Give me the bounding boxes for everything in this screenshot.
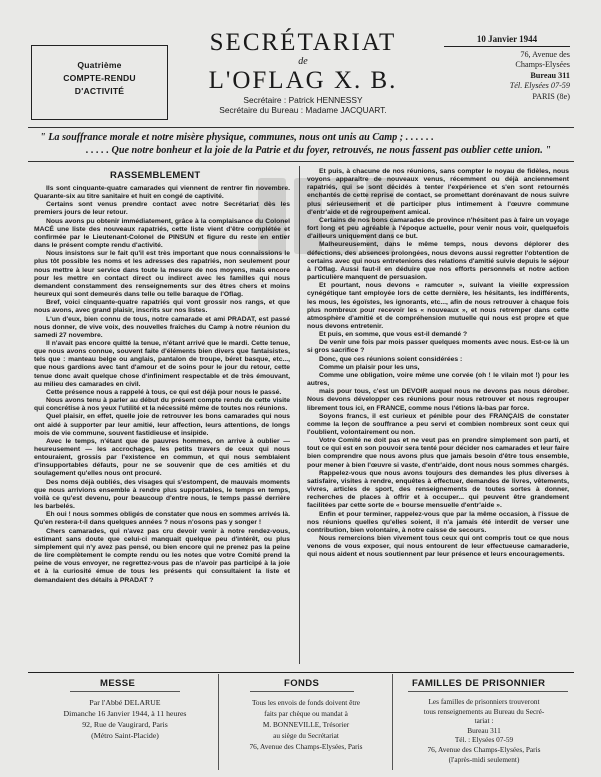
paragraph: Eh oui ! nous sommes obligés de constater que nous en sommes arrivés là. Qu'en restera-t-il dans quelques années ? nous n'osons pas y songer ! [34, 511, 290, 527]
footer-divider [28, 672, 574, 673]
paragraph: Nous insistons sur le fait qu'il est très important que nous connaissions le plus tôt possible les noms et les adresses des rapatriés, non seulement pour nous mettre à leur service dans toute la mesure de nos moyens, mais encore pour les mettre en contact direct ou indirect avec les familles qui nous demandent constamment des renseignements sur des êtres chers et moins heureux qui sont demeurés dans telle ou telle baraque de l'Oflag. [34, 250, 290, 299]
paragraph: Quel plaisir, en effet, quelle joie de retrouver les bons camarades qui nous ont aidé à supporter par leur amitié, leur affection, leurs attentions, de longs mois de vie commune, souvent fastidieuse et insipide. [34, 413, 290, 437]
fonds-title-rule [250, 691, 354, 692]
messe-box [34, 697, 216, 741]
fonds-box [222, 697, 390, 752]
paragraph: Avec le temps, n'étant que de pauvres hommes, on arrive à oublier — heureusement — les accrochages, les petits travers de ceux qui nous entouraient, grossis par l'existence en commun, et qui nous semblaient d'insupportables défauts, pour ne se souvenir que de ces amitiés et du soulagement qu'elles nous ont procuré. [34, 437, 290, 478]
address-line: Bureau 311 [530, 70, 570, 80]
motto-line-1: " La souffrance morale et notre misère physique, communes, nous ont unis au Camp ; . . . . . . [40, 132, 434, 143]
left-column [34, 185, 290, 585]
fonds-title: FONDS [284, 678, 320, 689]
paragraph: Et pourtant, nous devons « ramcuter », suivant la vieille expression cynégétique tant employée lors de cette dernière, les hésitants, les indifférents, les mous, les égoïstes, les ignorants, etc..., afin de nous retrouver à chaque fois plus nombreux pour recevoir les « nouveaux », et nous retremper dans cette atmosphère d'amitié et de compréhension mutuelle qui nous est propre et que nous devons entretenir. [307, 282, 569, 330]
report-label-line: Quatrième [77, 60, 122, 70]
contact-block [444, 34, 570, 102]
paragraph: Donc, que ces réunions soient considérées : [319, 355, 463, 363]
paragraph: Chers camarades, qui n'avez pas cru devoir venir à notre rendez-vous, estimant sans doute que celui-ci manquait quelque peu d'intérêt, ou plus simplement qui n'y avez pas pensé, ou bien encore qui ne prenez pas la peine de lire complètement le compte rendu ou les notes que votre Comité prend la peine de vous envoyer, ne regrettez-vous pas de n'avoir pas participé à la joie et à la curiosité émue de tous les présents qui consultaient la liste et demandaient des détails à PRADAT ? [34, 527, 290, 584]
paragraph: Ils sont cinquante-quatre camarades qui viennent de rentrer fin novembre. Quarante-six au titre sanitaire et huit en congé de captivité. [34, 185, 290, 201]
report-label-line: COMPTE-RENDU [63, 73, 136, 83]
paragraph: Des noms déjà oubliés, des visages qui s'estompent, de mauvais moments que nous arrivions ensemble à rendre plus supportables, le temps en temps, voilà ce qu'est devenu, pour beaucoup d'entre nous, le temps passé derrière les barbelés. [34, 478, 290, 511]
footer-separator [392, 674, 393, 770]
masthead [178, 30, 428, 115]
paragraph: Certains sont venus prendre contact avec notre Secrétariat dès les premiers jours de leur retour. [34, 201, 290, 217]
familles-title-rule [408, 691, 568, 692]
paragraph: Nous avons pu obtenir immédiatement, grâce à la complaisance du Colonel MACÉ une liste des nouveaux rapatriés, cette liste vient d'être complétée et confirmée par le Lieutenant-Colonel de PINSUN et figure du reste en entier dans le présent compte rendu d'activité. [34, 217, 290, 250]
footer-separator [218, 674, 219, 770]
motto-line-2: . . . . . Que notre bonheur et la joie de la Patrie et du foyer, retrouvés, ne nous fassent pas oublier cette union. " [86, 145, 551, 156]
paragraph: Bref, voici cinquante-quatre rapatriés qui vont grossir nos rangs, et que nous avons, avec grand plaisir, inscrits sur nos listes. [34, 299, 290, 315]
paragraph: Nous remercions bien vivement tous ceux qui ont compris tout ce que nous venons de vous exposer, qui nous entourent de leur effectueuse camaraderie, qui nous aident et nous soutiennent par leur présence et leurs encouragements. [307, 535, 569, 559]
paragraph: De venir une fois par mois passer quelques moments avec nous. Est-ce là un si gros sacrifice ? [307, 339, 569, 355]
paragraph: Enfin et pour terminer, rappelez-vous que par la même occasion, à l'issue de nos réunions quelles qu'elles soient, il n'a jamais été interdit de verser une contribution, bien volontaire, à notre caisse de secours. [307, 510, 569, 534]
masthead-title-line1: SECRÉTARIAT [209, 29, 397, 56]
fonds-line: au siège du Secrétariat [273, 731, 339, 740]
messe-line: Par l'Abbé DELARUE [89, 698, 161, 707]
right-column [307, 168, 569, 560]
messe-line: Dimanche 16 Janvier 1944, à 11 heures [63, 709, 187, 718]
fonds-line: 76, Avenue des Champs-Elysées, Paris [249, 742, 363, 751]
paragraph: Comme un plaisir pour les uns, [319, 363, 420, 371]
familles-line: 76, Avenue des Champs-Elysées, Paris [427, 744, 541, 754]
header-divider [28, 127, 574, 128]
paragraph: Certains de nos bons camarades de province n'hésitent pas à faire un voyage fort long et peu agréable à l'époque actuelle, pour venir nous voir, quelquefois d'ailleurs uniquement dans ce but. [307, 216, 569, 241]
address-city: PARIS (8e) [532, 91, 570, 101]
address-line: 76, Avenue des [520, 49, 570, 59]
motto-divider [28, 161, 574, 162]
paragraph: Et puis, en somme, que vous est-il demandé ? [319, 331, 468, 339]
column-divider [299, 166, 300, 664]
messe-title: MESSE [100, 678, 136, 689]
paragraph: Rappelez-vous que nous avons toujours des demandes les plus diverses à satisfaire, visites à rendre, enquêtes à effectuer, demandes de livres, vêtements, vivres, articles de sport, des renseignements de toutes sortes à donner, recherches de places à offrir et à occuper... qui peuvent être grandement facilitées par cette sorte de « bourse mensuelle d'entr'aide ». [307, 469, 569, 510]
office-secretary-name: Secrétaire du Bureau : Madame JACQUART. [219, 105, 387, 115]
section-title: RASSEMBLEMENT [110, 170, 201, 181]
paragraph: Et puis, à chacune de nos réunions, sans compter le noyau de fidèles, nous voyons apparaître de nouveaux venus, récemment ou déjà anciennement rapatriés, qui se sont décidés à tenter l'expérience et s'en sont retournés enchantés de cette reprise de contact, se promettant dorénavant de nous suivre plus sérieusement et de participer plus intimement à l'œuvre commune d'entr'aide et de regroupement amical. [307, 168, 569, 216]
paragraph: L'un d'eux, bien connu de tous, notre camarade et ami PRADAT, est passé nous donner, de vive voix, des nouvelles fraîches du Camp à notre réunion du samedi 27 novembre. [34, 315, 290, 339]
familles-line: Tél. : Elysées 07-59 [454, 735, 514, 745]
familles-line: tariat : [474, 716, 494, 726]
paragraph: Comme une obligation, voire même une corvée (oh ! le vilain mot !) pour les autres, [307, 371, 569, 388]
address-line: Champs-Elysées [515, 60, 570, 69]
address-phone: Tél. Elysées 07-59 [509, 81, 570, 90]
paragraph: Il n'avait pas encore quitté la tenue, n'étant arrivé que le mardi. Cette tenue, que nous avons connue, souvent faite d'éléments bien divers que fantaisistes, tels que : manteau belge ou anglais, pantalon de troupe, béret basque, etc..., que nous gardions avec tant d'amour et de soins pour le jour du retour, cette tenue donc avait quelque chose d'infiniment respectable et de très émouvant, au milieu des camarades en civil. [34, 339, 290, 388]
messe-title-rule [70, 691, 180, 692]
fonds-line: M. BONNEVILLE, Trésorier [262, 720, 350, 729]
report-label-line: D'ACTIVITÉ [74, 86, 125, 96]
issue-date: 10 Janvier 1944 [444, 34, 570, 47]
familles-line: Bureau 311 [467, 725, 501, 735]
report-label-box [31, 45, 168, 120]
masthead-title-line2: L'OFLAG X. B. [208, 67, 398, 94]
familles-line: Les familles de prisonniers trouveront [428, 697, 540, 706]
secretary-name: Secrétaire : Patrick HENNESSY [243, 95, 363, 105]
paragraph: mais pour tous, c'est un DEVOIR auquel nous ne devons pas nous dérober. Nous devons développer ces réunions pour nous retrouver et nous regrouper librement tous ici, en FRANCE, comme nous l'étions là-bas par force. [307, 388, 569, 412]
paragraph: Nous avons tenu à parler au début du présent compte rendu de cette visite qui concrétise à nos yeux l'utilité et la nécessité même de toutes nos réunions. [34, 397, 290, 413]
paragraph: Malheureusement, dans le même temps, nous devons déplorer des défections, des absences prolongées, nous devons aussi regretter l'obtention de certains avec qui nous entretenions des relations d'amitié suivie depuis le séjour à l'Oflag. Aussi faut-il en déduire que nos efforts personnels et notre action particulière manquent de persuasion. [307, 241, 569, 282]
familles-line: tous renseignements au Bureau du Secré- [423, 706, 545, 716]
familles-box [396, 697, 572, 764]
familles-title: FAMILLES DE PRISONNIER [412, 678, 546, 689]
paragraph: Votre Comité ne doit pas et ne veut pas en prendre simplement son parti, et tout ce qui est en son pouvoir sera tenté pour décider nos camarades et leur faire bien comprendre que nous avons plus que jamais besoin d'être tous ensemble, pour mener à bien l'œuvre si vaste, d'entr'aide, dont nous nous sommes chargés. [307, 437, 569, 469]
paragraph: Cette présence nous a rappelé à tous, ce qui est déjà pour nous le passé. [46, 388, 282, 396]
masthead-title-de: de [298, 56, 308, 67]
familles-line: (l'après-midi seulement) [448, 754, 520, 764]
messe-line: (Métro Saint-Placide) [91, 731, 159, 740]
fonds-line: Tous les envois de fonds doivent être [251, 698, 361, 707]
fonds-line: faits par chèque ou mandat à [264, 709, 348, 718]
messe-line: 92, Rue de Vaugirard, Paris [82, 720, 168, 729]
paragraph: Soyons francs, il est curieux et pénible pour des FRANÇAIS de constater comme la leçon de souffrance a peu servi et combien nombreux sont ceux qui l'oublient, volontairement ou non. [307, 412, 569, 436]
